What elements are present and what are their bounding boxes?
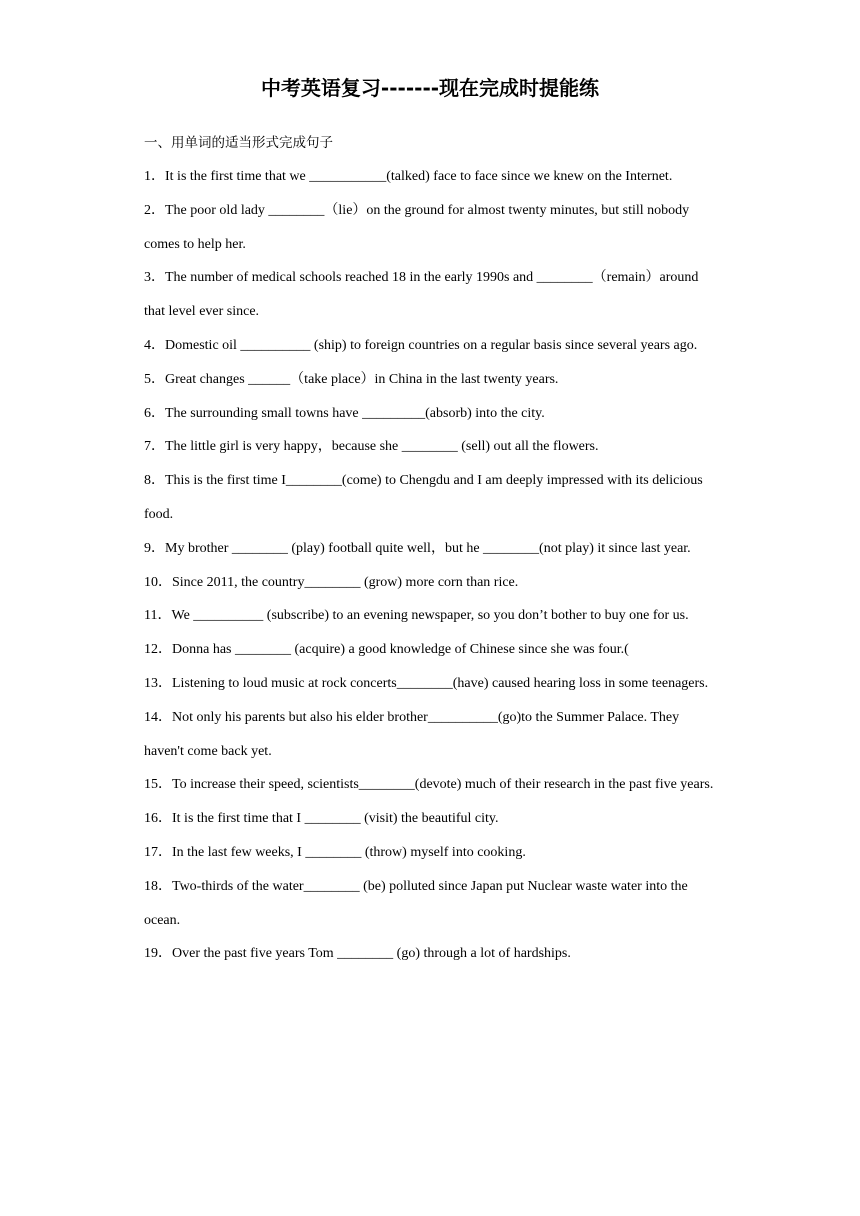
- exercise-number: 14．: [144, 709, 172, 725]
- exercise-item: [144, 667, 720, 701]
- exercise-item: [144, 836, 720, 870]
- exercise-list: [144, 160, 720, 971]
- exercise-number: 19．: [144, 946, 172, 962]
- exercise-text: In the last few weeks, I ________ (throw) myself into cooking.: [172, 844, 526, 860]
- exercise-number: 15．: [144, 777, 172, 793]
- exercise-item: [144, 194, 720, 262]
- exercise-number: 3．: [144, 270, 165, 286]
- exercise-number: 6．: [144, 405, 165, 421]
- exercise-number: 17．: [144, 844, 172, 860]
- exercise-text: Listening to loud music at rock concerts________(have) caused hearing loss in some teenagers.: [172, 675, 709, 691]
- exercise-number: 1．: [144, 169, 165, 184]
- exercise-item: [144, 430, 720, 464]
- exercise-number: 2．: [144, 202, 165, 218]
- exercise-text: Over the past five years Tom ________ (go) through a lot of hardships.: [172, 946, 571, 962]
- exercise-item: [144, 566, 720, 600]
- exercise-number: 12．: [144, 642, 172, 658]
- exercise-text: Not only his parents but also his elder brother__________(go)to the Summer Palace. They haven't come back yet.: [144, 709, 680, 759]
- exercise-number: 16．: [144, 811, 172, 827]
- exercise-text: The poor old lady ________（lie）on the ground for almost twenty minutes, but still nobody comes to help her.: [144, 202, 690, 252]
- exercise-item: [144, 937, 720, 971]
- exercise-number: 4．: [144, 337, 165, 353]
- exercise-item: [144, 397, 720, 431]
- exercise-text: Great changes ______（take place）in China in the last twenty years.: [165, 371, 559, 387]
- exercise-text: The surrounding small towns have _________(absorb) into the city.: [165, 405, 545, 421]
- exercise-text: The little girl is very happy，because she ________ (sell) out all the flowers.: [165, 439, 599, 455]
- exercise-text: Two-thirds of the water________ (be) polluted since Japan put Nuclear waste water into the ocean.: [144, 878, 688, 928]
- exercise-item: [144, 802, 720, 836]
- exercise-item: [144, 261, 720, 329]
- exercise-text: We __________ (subscribe) to an evening newspaper, so you don’t bother to buy one for us.: [171, 608, 689, 624]
- exercise-number: 9．: [144, 540, 165, 556]
- document-title: 中考英语复习-------现在完成时提能练: [260, 76, 600, 100]
- exercise-number: 13．: [144, 675, 172, 691]
- exercise-text: Since 2011, the country________ (grow) more corn than rice.: [172, 574, 519, 590]
- exercise-item: [144, 160, 720, 194]
- section-heading: 一、用单词的适当形式完成句子: [144, 135, 333, 151]
- exercise-number: 7．: [144, 439, 165, 455]
- exercise-item: [144, 768, 720, 802]
- exercise-number: 5．: [144, 371, 165, 387]
- exercise-text: It is the first time that I ________ (visit) the beautiful city.: [172, 811, 499, 827]
- exercise-text: My brother ________ (play) football quite well，but he ________(not play) it since last year.: [165, 540, 691, 556]
- exercise-text: To increase their speed, scientists________(devote) much of their research in the past five years.: [172, 777, 714, 793]
- exercise-number: 8．: [144, 473, 165, 489]
- exercise-text: Domestic oil __________ (ship) to foreign countries on a regular basis since several years ago.: [165, 337, 698, 353]
- exercise-number: 18．: [144, 878, 172, 894]
- exercise-number: 11．: [144, 608, 172, 624]
- exercise-item: [144, 532, 720, 566]
- exercise-item: [144, 633, 720, 667]
- exercise-text: This is the first time I________(come) to Chengdu and I am deeply impressed with its delicious food.: [144, 473, 703, 522]
- exercise-text: It is the first time that we ___________(talked) face to face since we knew on the Internet.: [165, 169, 673, 184]
- exercise-text: Donna has ________ (acquire) a good knowledge of Chinese since she was four.(: [172, 642, 629, 658]
- exercise-item: [144, 599, 720, 633]
- exercise-item: [144, 870, 720, 938]
- exercise-text: The number of medical schools reached 18 in the early 1990s and ________（remain）around that level ever since.: [144, 270, 699, 320]
- exercise-number: 10．: [144, 574, 172, 590]
- exercise-item: [144, 329, 720, 363]
- exercise-item: [144, 464, 720, 532]
- exercise-item: [144, 701, 720, 769]
- exercise-item: [144, 363, 720, 397]
